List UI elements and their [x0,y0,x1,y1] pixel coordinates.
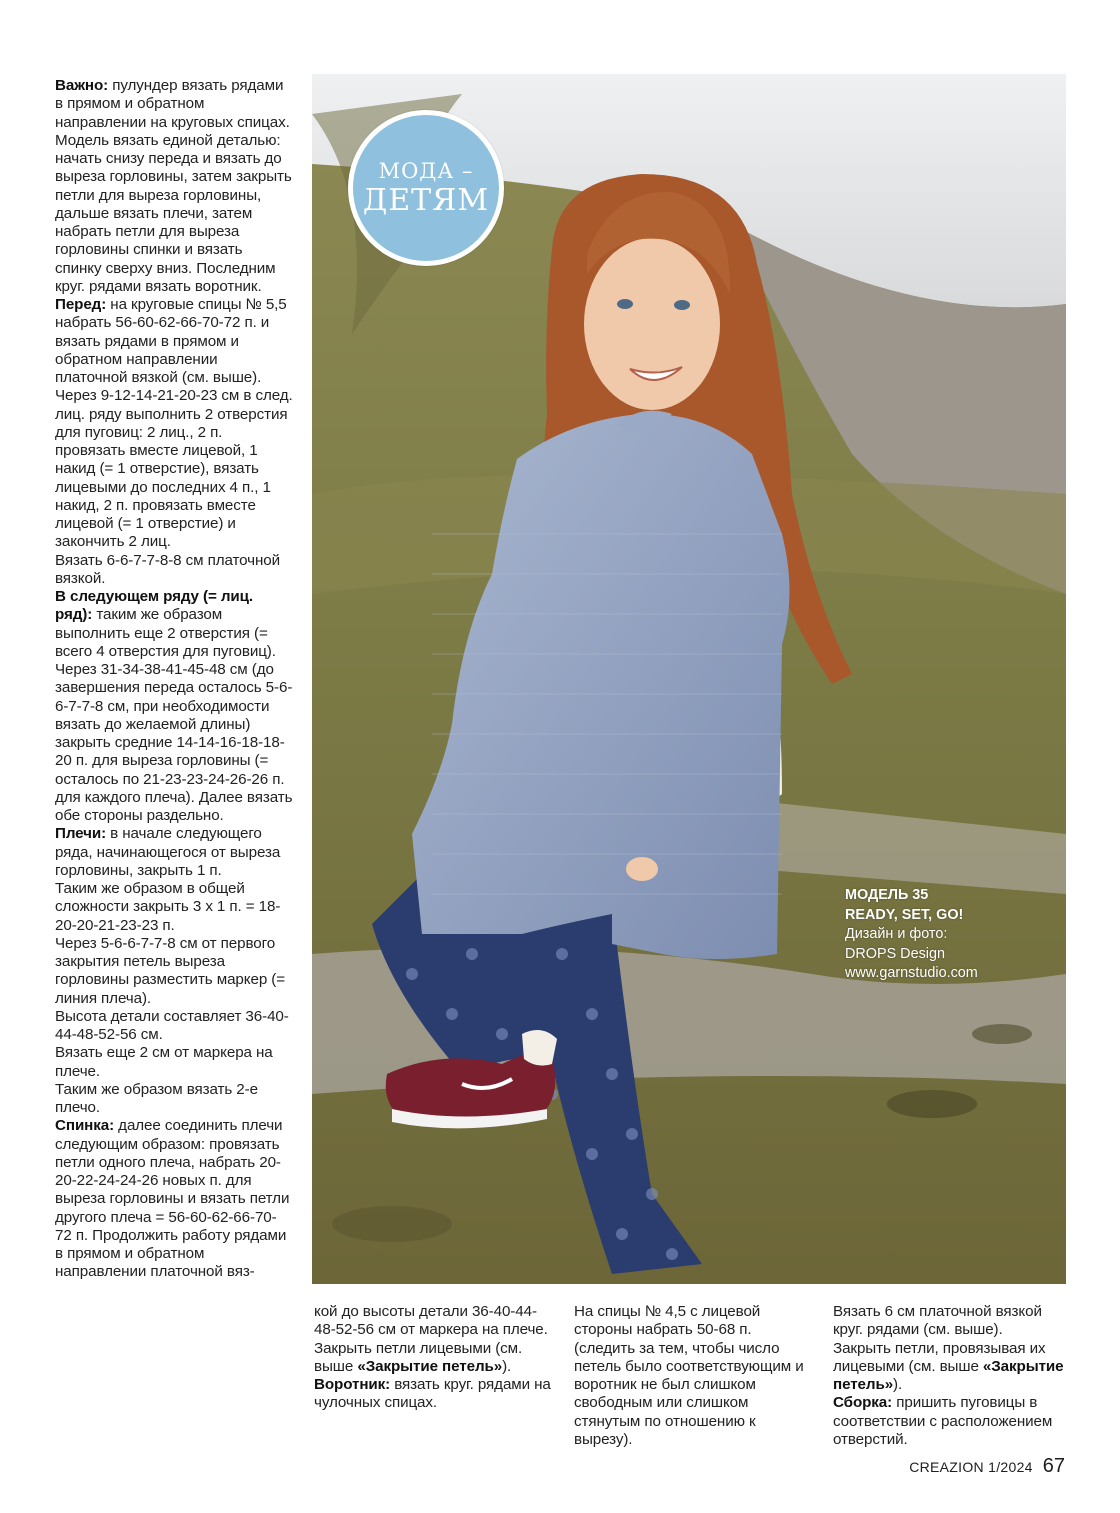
text-run: ). [893,1376,903,1393]
paragraph [833,1303,1073,1340]
paragraph [833,1340,1073,1395]
caption-url: www.garnstudio.com [845,965,978,981]
text-run: Через 9-12-14-21-20-23 см в след. лиц. ряду выполнить 2 отверстия для пуговиц: 2 лиц., 2 п. провязать вместе лицевой, 1 накид (= 1 отверстие), вязать лицевыми до последних 4 п., 1 накид, 2 п. провязать вместе лицевой (= 1 отверстие) и закончить 2 лиц. [55,387,293,551]
paragraph [55,1081,293,1118]
text-run: Таким же образом в общей сложности закрыть 3 x 1 п. = 18-20-20-21-23-23 п. [55,880,281,934]
section-badge [348,110,504,266]
text-run: Через 31-34-38-41-45-48 см (до завершения переда осталось 5-6-6-7-7-8 см, при необходимости вязать до желаемой длины) закрыть средние 14-14-16-18-18-20 п. для выреза горловины (= осталось по 21-23-23-24-26-26 п. для каждого плеча). Далее вязать обе стороны раздельно. [55,661,293,824]
paragraph [55,935,293,1008]
bottom-text-column-2 [574,1303,814,1449]
text-run: Таким же образом вязать 2-е плечо. [55,1080,258,1116]
text-run: пришить пуговицы в соответствии с расположением отверстий. [833,1394,1053,1448]
bottom-text-column-3 [833,1303,1073,1449]
paragraph [55,296,293,387]
paragraph [55,552,293,589]
page-footer [909,1455,1065,1478]
caption-model-name: READY, SET, GO! [845,906,964,923]
paragraph [55,1117,293,1281]
text-run: вязать круг. рядами на чулочных спицах. [314,1376,551,1412]
text-run: кой до высоты детали 36-40-44-48-52-56 см от маркера на плече. [314,1303,548,1339]
paragraph [55,77,293,296]
page-number: 67 [1042,1455,1065,1477]
text-run: Закрыть петли, провязывая их лицевыми (см. выше [833,1339,1046,1375]
bold-heading: Перед: [55,296,107,313]
text-run: в начале следующего ряда, начинающегося от выреза горловины, закрыть 1 п. [55,825,281,879]
paragraph [55,387,293,551]
paragraph [55,880,293,935]
paragraph [314,1303,554,1340]
paragraph [55,588,293,661]
paragraph [314,1376,554,1413]
paragraph [574,1303,814,1449]
text-run: на круговые спицы № 5,5 набрать 56-60-62-66-70-72 п. и вязать рядами в прямом и обратном направлении платочной вязкой (см. выше). [55,296,287,386]
caption-model-number: МОДЕЛЬ 35 [845,887,929,903]
text-run: далее соединить плечи следующим образом: провязать петли одного плеча, набрать 20-20-22-24-24-26 новых п. для выреза горловины и вязать петли другого плеча = 56-60-62-66-70-72 п. Продолжить работу рядами в прямом и обратном направлении платочной вяз- [55,1117,290,1281]
paragraph [55,1044,293,1081]
bold-heading: «Закрытие петель» [357,1357,503,1375]
text-run: Вязать 6-6-7-7-8-8 см платочной вязкой. [55,551,281,587]
bold-heading: Сборка: [833,1394,893,1412]
paragraph [314,1340,554,1377]
text-run: ). [502,1357,512,1375]
photo-caption [845,886,1045,984]
bold-heading: Спинка: [55,1117,115,1135]
magazine-issue: CREAZION 1/2024 [909,1459,1033,1475]
text-run: таким же образом выполнить еще 2 отверстия (= всего 4 отверстия для пуговиц). [55,606,276,660]
text-run: Высота детали составляет 36-40-44-48-52-56 см. [55,1007,289,1043]
bold-heading: Важно: [55,77,109,94]
text-run: На спицы № 4,5 с лицевой стороны набрать 50-68 п. (следить за тем, чтобы число петель было соответствующим и воротник не был слишком свободным или слишком стянутым по отношению к вырезу). [574,1303,804,1448]
text-run: Закрыть петли лицевыми (см. выше [314,1339,523,1375]
paragraph [55,661,293,825]
caption-designer: DROPS Design [845,945,945,962]
left-text-column [55,77,293,1282]
text-run: Через 5-6-6-7-7-8 см от первого закрытия петель выреза горловины разместить маркер (= линия плеча). [55,934,286,1007]
paragraph [55,825,293,880]
text-run: пулундер вязать рядами в прямом и обратном направлении на круговых спицах. Модель вязать единой деталью: начать снизу переда и вязать до выреза горловины, затем закрыть петли для выреза горловины, дальше вязать плечи, затем набрать петли для выреза горловины спинки и вязать спинку сверху вниз. Последним круг. рядами вязать воротник. [55,77,292,295]
bottom-text-column-1 [314,1303,554,1413]
paragraph [55,1008,293,1045]
badge-line-1: МОДА – [378,159,474,183]
text-run: Вязать еще 2 см от маркера на плече. [55,1044,273,1080]
bold-heading: «Закрытие петель» [833,1357,1064,1393]
bold-heading: В следующем ряду (= лиц. ряд): [55,588,254,624]
text-run: Вязать 6 см платочной вязкой круг. рядами (см. выше). [833,1303,1042,1339]
bold-heading: Плечи: [55,825,107,843]
paragraph [833,1394,1073,1449]
badge-line-2: ДЕТЯМ [362,183,490,218]
caption-credit: Дизайн и фото: [845,926,948,942]
bold-heading: Воротник: [314,1376,391,1393]
